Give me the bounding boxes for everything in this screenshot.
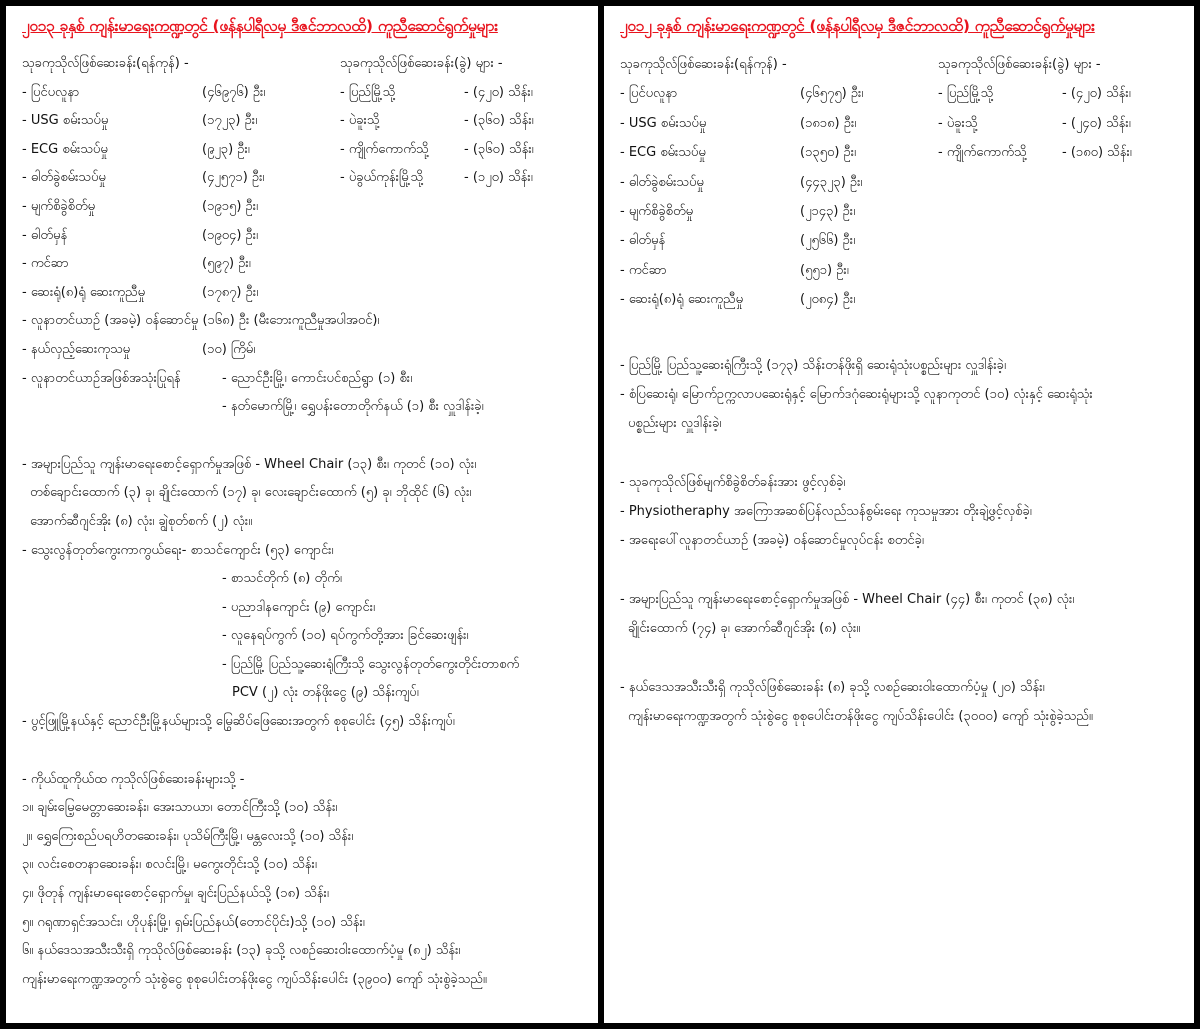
mobile-clinic-row <box>22 336 582 365</box>
service-label: - ဆေးရုံ(၈)ရုံ ဆေးကူညီမှု <box>22 284 146 300</box>
panel-title: ၂၀၁၃ ခုနှစ် ကျန်းမာရေးကဏ္ဍတွင် (ဖန်နပါရီလမှ ဒီဇင်ဘာလထိ) ကူညီဆောင်ရွက်မှုများ <box>22 17 498 35</box>
branch-label: - ပြည်မြို့သို့ <box>938 86 994 102</box>
branch-value: - (၂၄၀) သိန်း၊ <box>1062 115 1131 131</box>
branch-label: - ကျိုက်ကောက်သို့ <box>938 145 1027 161</box>
service-value: (၅၉၇) ဦး၊ <box>202 256 251 272</box>
service-row <box>620 138 1178 167</box>
vehicle-donation-row <box>22 393 582 422</box>
branch-label: - ကျိုက်ကောက်သို့ <box>340 141 429 157</box>
service-label: - မျက်စိခွဲစိတ်မှု <box>620 203 694 219</box>
service-row <box>620 197 1178 226</box>
service-value: (၁၉၀၄) ဦး၊ <box>202 227 259 243</box>
branch-label: - ပဲခူးသို့ <box>340 113 380 129</box>
branch-label: - ပဲခွယ်ကုန်းမြို့သို့ <box>340 170 424 186</box>
self-help-heading: - ကိုယ်ထူကိုယ်ထ ကုသိုလ်ဖြစ်ဆေးခန်းများသို့ - <box>22 771 245 787</box>
service-value: (၄၆၅၇၅) ဦး၊ <box>800 86 864 102</box>
branch-label: - ပြည်မြို့သို့ <box>340 84 396 100</box>
section-headings <box>22 50 582 79</box>
self-help-item: ၆။ နယ်ဒေသအသီးသီးရှိ ကုသိုလ်ဖြစ်ဆေးခန်း (၁၃) ခုသို့ လစဉ်ဆေးဝါးထောက်ပံ့မှု (၈၂) သိန်း၊ <box>22 943 461 959</box>
service-value: (၉၂၃) ဦး၊ <box>202 141 250 157</box>
service-label: - ECG စမ်းသပ်မှု <box>22 141 108 157</box>
service-row <box>22 136 582 165</box>
service-row <box>620 285 1178 314</box>
self-help-item: ၁။ ချမ်းမြေ့မေတ္တာဆေးခန်း၊ အေးသာယာ၊ တောင်ကြီးသို့ (၁၀) သိန်း၊ <box>22 800 338 816</box>
heading-yangon-clinic: သုခကုသိုလ်ဖြစ်ဆေးခန်း(ရန်ကုန်) - <box>22 56 189 71</box>
service-value: (၄၂၅၇၁) ဦး၊ <box>202 170 265 186</box>
service-label: - ဆေးရုံ(၈)ရုံ ဆေးကူညီမှု <box>620 292 744 308</box>
service-row <box>620 256 1178 285</box>
section-headings <box>620 50 1178 79</box>
service-label: - ဓါတ်မှန် <box>620 233 666 249</box>
mobile-clinic-label: - နယ်လှည့်ဆေးကုသမှု <box>22 341 131 357</box>
panel-2013 <box>6 6 598 1023</box>
service-label: - USG စမ်းသပ်မှု <box>620 115 707 131</box>
spacer <box>620 439 1178 468</box>
heading-branch-clinics: သုခကုသိုလ်ဖြစ်ဆေးခန်း(ခွဲ) များ - <box>938 57 1101 72</box>
clinic-support-line: - နယ်ဒေသအသီးသီးရှိ ကုသိုလ်ဖြစ်ဆေးခန်း (၈) ခုသို့ လစဉ်ဆေးဝါးထောက်ပံ့မှု (၂၀) သိန်း၊ <box>620 679 1045 695</box>
service-label: - ဓါတ်ခွဲစမ်းသပ်မှု <box>22 170 106 186</box>
service-value: (၂၅၆၆) ဦး၊ <box>800 233 856 249</box>
service-row <box>620 109 1178 138</box>
service-row <box>22 164 582 193</box>
dengue-prevention-heading: - သွေးလွန်တုတ်ကွေးကာကွယ်ရေး- စာသင်ကျောင်း (၅၃) ကျောင်း၊ <box>22 542 334 558</box>
service-value: (၁၇၈၇) ဦး၊ <box>202 284 259 300</box>
dengue-prevention-item: - ပြည်မြို့ ပြည်သူ့ဆေးရုံကြီးသို့ သွေးလွန်တုတ်ကွေးတိုင်းတာစက် <box>222 656 520 672</box>
self-help-total: ကျန်းမာရေးကဏ္ဍအတွက် သုံးစွဲငွေ စုစုပေါင်းတန်ဖိုးငွေ ကျပ်သိန်းပေါင်း (၃၉၀၀) ကျော် သုံးစွဲခဲ့သည်။ <box>22 971 487 987</box>
service-label: - USG စမ်းသပ်မှု <box>22 113 109 129</box>
service-value: (၂၁၄၃) ဦး၊ <box>800 203 856 219</box>
service-label: - မျက်စိခွဲစိတ်မှု <box>22 198 96 214</box>
spacer <box>620 556 1178 585</box>
vehicle-donation-row <box>22 365 582 394</box>
donation-line: - ပြည်မြို့ ပြည်သူ့ဆေးရုံကြီးသို့ (၁၇၃) သိန်းတန်ဖိုးရှိ ဆေးရုံသုံးပစ္စည်းများ လှူဒါန်းခဲ့၊ <box>620 357 1007 373</box>
branch-value: - (၃၆၀) သိန်း၊ <box>464 113 534 129</box>
donation-line: ပစ္စည်းများ လှူဒါန်းခဲ့၊ <box>628 416 722 432</box>
spending-total: ကျန်းမာရေးကဏ္ဍအတွက် သုံးစွဲငွေ စုစုပေါင်းတန်ဖိုးငွေ ကျပ်သိန်းပေါင်း (၃၀၀၀) ကျော် သုံးစွဲခဲ့သည်။ <box>628 709 1093 725</box>
service-value: (၁၃၅၀) ဦး၊ <box>800 145 857 161</box>
service-label: - ဓါတ်မှန် <box>22 227 68 243</box>
service-row <box>22 250 582 279</box>
new-service-line: - Physiotheraphy အကြောအဆစ်ပြန်လည်သန်စွမ်းရေး ကုသမှုအား တိုးချဲ့ဖွင့်လှစ်ခဲ့၊ <box>620 504 1032 520</box>
service-row <box>620 79 1178 108</box>
service-row <box>22 79 582 108</box>
service-row <box>22 222 582 251</box>
donation-line: - စံပြဆေးရုံ၊ မြောက်ဥက္ကလာပဆေးရုံနှင့် မြောက်ဒဂုံဆေးရုံများသို့ လူနာကုတင် (၁၀) လုံးနှင့် ဆေးရုံသုံး <box>620 386 1093 402</box>
vehicle-donation-item: - နတ်မောက်မြို့၊ ရွှေပန်းတောတိုက်နယ် (၁) စီး လှူဒါန်းခဲ့၊ <box>222 399 484 415</box>
service-row <box>22 279 582 308</box>
branch-value: - (၃၆၀) သိန်း၊ <box>464 141 534 157</box>
service-label: - ကင်ဆာ <box>620 262 667 278</box>
new-service-line: - အရေးပေါ်လူနာတင်ယာဉ် (အခမဲ့) ဝန်ဆောင်မှုလုပ်ငန်း စတင်ခဲ့၊ <box>620 533 924 549</box>
service-value: (၁၇၂၃) ဦး၊ <box>202 113 258 129</box>
equipment-line: တစ်ချောင်းထောက် (၃) ခု၊ ချိုင်းထောက် (၁၇) ခု၊ လေးချောင်းထောက် (၅) ခု၊ ဘိုထိုင် (၆) လုံး၊ <box>30 485 472 501</box>
service-row <box>22 107 582 136</box>
service-value: (၄၆၉၇၆) ဦး၊ <box>202 84 266 100</box>
new-service-line: - သုခကုသိုလ်ဖြစ်မျက်စိခွဲစိတ်ခန်းအား ဖွင့်လှစ်ခဲ့၊ <box>620 474 846 490</box>
service-value: (၄၄၃၂၃) ဦး၊ <box>800 174 863 190</box>
service-value: (၂၀၈၄) ဦး၊ <box>800 292 856 308</box>
branch-value: - (၄၂၀) သိန်း၊ <box>1062 86 1131 102</box>
service-value: (၁၉၁၅) ဦး၊ <box>202 198 259 214</box>
vehicle-donation-item: - ညောင်ဦးမြို့၊ ကောင်းပင်စည်ရွာ (၁) စီး၊ <box>222 370 413 386</box>
service-value: (၁၈၁၈) ဦး၊ <box>800 115 857 131</box>
vehicle-donation-label: - လူနာတင်ယာဉ်အဖြစ်အသုံးပြုရန် <box>22 370 181 386</box>
service-label: - ကင်ဆာ <box>22 256 69 272</box>
spacer <box>620 315 1178 351</box>
mobile-clinic-value: (၁၀) ကြိမ်၊ <box>202 341 256 357</box>
service-row <box>620 168 1178 197</box>
service-label: - ပြင်ပလူနာ <box>620 86 678 102</box>
equipment-line: အောက်ဆီဂျင်အိုး (၈) လုံး၊ ချွဲစုတ်စက် (၂) လုံး။ <box>30 513 253 529</box>
panel-title: ၂၀၁၂ ခုနှစ် ကျန်းမာရေးကဏ္ဍတွင် (ဖန်နပါရီလမှ ဒီဇင်ဘာလထိ) ကူညီဆောင်ရွက်မှုများ <box>620 17 1095 35</box>
spacer <box>22 422 582 451</box>
self-help-item: ၅။ ဂရုဏာရှင်အသင်း၊ ဟိုပုန်းမြို့၊ ရှမ်းပြည်နယ်(တောင်ပိုင်း)သို့ (၁၀) သိန်း၊ <box>22 914 365 930</box>
self-help-item: ၃။ လင်းစေတနာဆေးခန်း၊ စလင်းမြို့၊ မကွေးတိုင်းသို့ (၁၀) သိန်း၊ <box>22 857 317 873</box>
service-label: - ပြင်ပလူနာ <box>22 84 80 100</box>
self-help-item: ၂။ ရွှေကြေးစည်ပရဟိတဆေးခန်း၊ ပုသိမ်ကြီးမြို့၊ မန္တလေးသို့ (၁၀) သိန်း၊ <box>22 828 354 844</box>
branch-value: - (၁၂၀) သိန်း၊ <box>464 170 533 186</box>
ambulance-service: - လူနာတင်ယာဉ် (အခမဲ့) ဝန်ဆောင်မှု (၁၆၈) ဦး (မီးဘေးကူညီမှုအပါအဝင်)၊ <box>22 313 380 329</box>
dengue-prevention-item: PCV (၂) လုံး တန်ဖိုးငွေ (၉) သိန်းကျပ်၊ <box>232 685 419 701</box>
equipment-line: ချိုင်းထောက် (၇၄) ခု၊ အောက်ဆီဂျင်အိုး (၈) လုံး။ <box>628 621 861 637</box>
panel-2012 <box>604 6 1194 1023</box>
branch-label: - ပဲခူးသို့ <box>938 115 978 131</box>
dengue-prevention-item: - စာသင်တိုက် (၈) တိုက်၊ <box>222 571 342 587</box>
spacer <box>620 644 1178 673</box>
self-help-item: ၄။ ဖိုတုန် ကျန်းမာရေးစောင့်ရှောက်မှု၊ ချင်းပြည်နယ်သို့ (၁၈) သိန်း၊ <box>22 886 329 902</box>
service-value: (၅၅၁) ဦး၊ <box>800 262 849 278</box>
spacer <box>22 737 582 766</box>
branch-value: - (၄၂၀) သိန်း၊ <box>464 84 533 100</box>
equipment-line: - အများပြည်သူ ကျန်းမာရေးစောင့်ရှောက်မှုအဖြစ် - Wheel Chair (၁၃) စီး၊ ကုတင် (၁၀) လုံး၊ <box>22 456 477 472</box>
service-row <box>22 193 582 222</box>
heading-yangon-clinic: သုခကုသိုလ်ဖြစ်ဆေးခန်း(ရန်ကုန်) - <box>620 57 787 72</box>
service-label: - ဓါတ်ခွဲစမ်းသပ်မှု <box>620 174 704 190</box>
antivenom-donation: - ပွင့်ဖြူမြို့နယ်နှင့် ညောင်ဦးမြို့နယ်များသို့ မြွေဆိပ်ဖြေဆေးအတွက် စုစုပေါင်း (၄၅) သိန်းကျပ်၊ <box>22 714 455 730</box>
service-label: - ECG စမ်းသပ်မှု <box>620 145 706 161</box>
dengue-prevention-item: - လူနေရပ်ကွက် (၁၀) ရပ်ကွက်တို့အား ခြင်ဆေးဖျန်း၊ <box>222 628 469 644</box>
branch-value: - (၁၈၀) သိန်း၊ <box>1062 145 1132 161</box>
dengue-prevention-item: - ပညာဒါနကျောင်း (၉) ကျောင်း၊ <box>222 599 376 615</box>
heading-branch-clinics: သုခကုသိုလ်ဖြစ်ဆေးခန်း(ခွဲ) များ - <box>340 56 503 71</box>
equipment-line: - အများပြည်သူ ကျန်းမာရေးစောင့်ရှောက်မှုအဖြစ် - Wheel Chair (၄၄) စီး၊ ကုတင် (၃၈) လုံး၊ <box>620 591 1075 607</box>
service-row <box>620 226 1178 255</box>
